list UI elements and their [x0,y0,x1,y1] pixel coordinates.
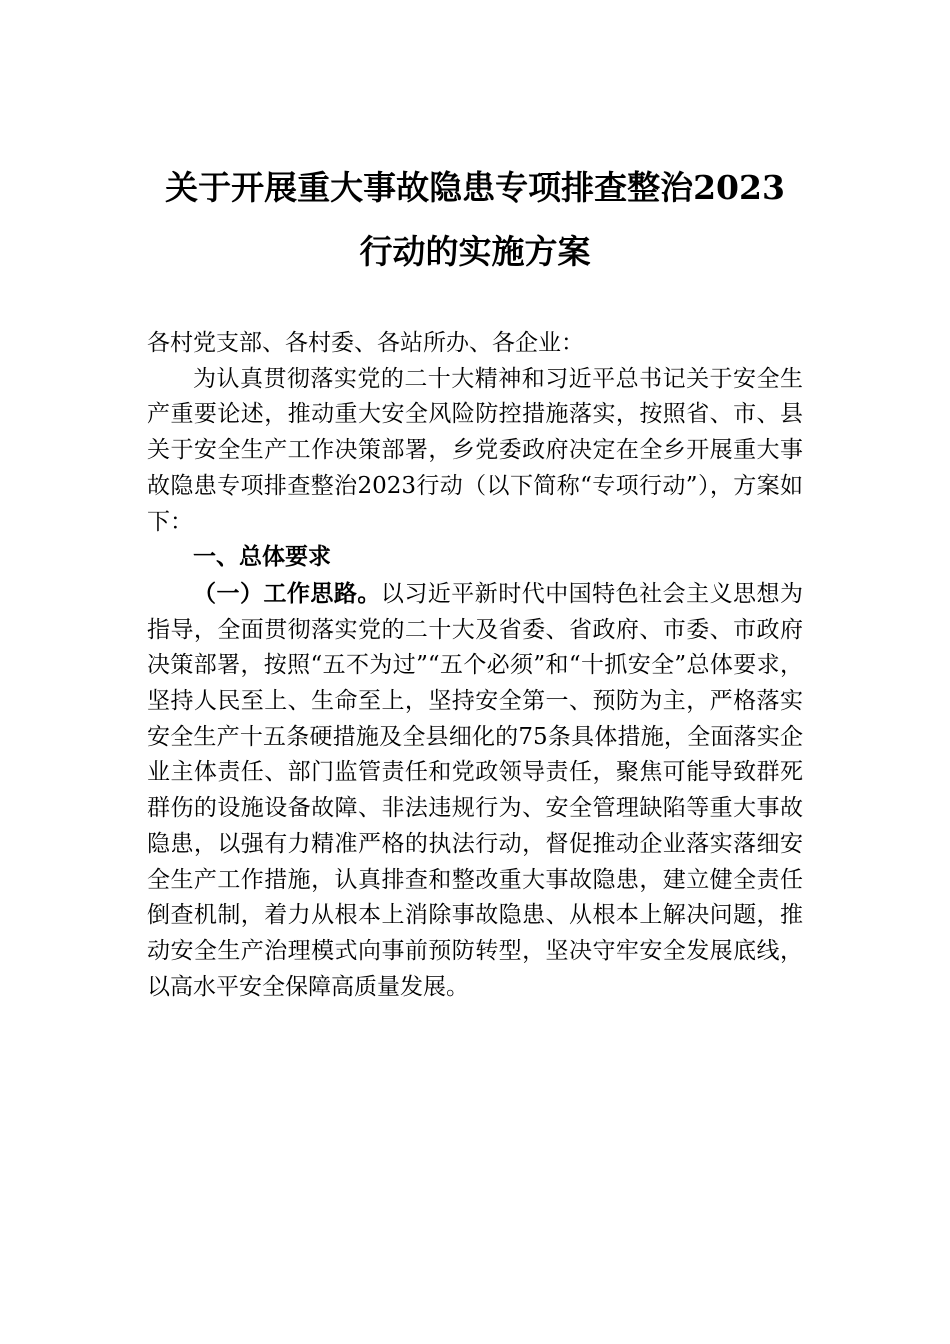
salutation: 各村党支部、各村委、各站所办、各企业： [147,330,584,356]
subsection-paragraph [147,576,803,1005]
subsection-heading: （一）工作思路。 [193,579,381,607]
document-title-line-1: 关于开展重大事故隐患专项排查整治2023 [165,168,785,207]
intro-paragraph: 为认真贯彻落实党的二十大精神和习近平总书记关于安全生产重要论述，推动重大安全风险防控措施落实，按照省、市、县关于安全生产工作决策部署，乡党委政府决定在全乡开展重大事故隐患专项排查整治2023行动（以下简称“专项行动”），方案如下： [147,365,803,535]
section-heading: 一、总体要求 [193,544,331,571]
document-title-line-2: 行动的实施方案 [359,232,591,271]
subsection-body: 以习近平新时代中国特色社会主义思想为指导，全面贯彻落实党的二十大及省委、省政府、市委、市政府决策部署，按照“五不为过”“五个必须”和“十抓安全”总体要求，坚持人民至上、生命至上，坚持安全第一、预防为主，严格落实安全生产十五条硬措施及全县细化的75条具体措施，全面落实企业主体责任、部门监管责任和党政领导责任，聚焦可能导致群死群伤的设施设备故障、非法违规行为、安全管理缺陷等重大事故隐患，以强有力精准严格的执法行动，督促推动企业落实落细安全生产工作措施，认真排查和整改重大事故隐患，建立健全责任倒查机制，着力从根本上消除事故隐患、从根本上解决问题，推动安全生产治理模式向事前预防转型，坚决守牢安全发展底线，以高水平安全保障高质量发展。 [147,580,804,1000]
document-body [147,326,803,1005]
